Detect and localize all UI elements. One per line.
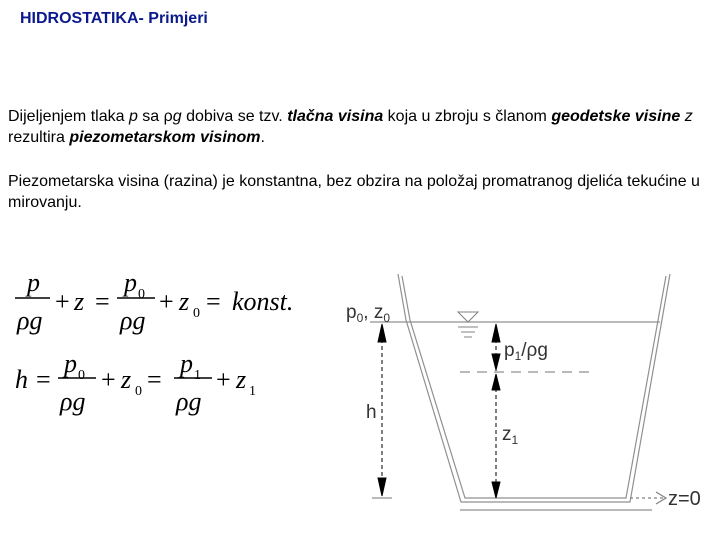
hydrostatic-diagram — [330, 262, 720, 540]
slide-title: HIDROSTATIKA- Primjeri — [20, 10, 208, 27]
term-geodetske-visine: geodetske visine — [551, 108, 681, 125]
eq2-h: h — [15, 365, 28, 394]
eq1-plus1: + — [55, 287, 70, 316]
label-p1-rho-g: $p_1/\rho g$ — [504, 340, 548, 363]
p1-arrow-up — [492, 324, 500, 342]
label-z1: $z_1$ — [502, 424, 519, 447]
eq2-z1: z — [236, 365, 247, 394]
text-rho: ρ — [163, 108, 173, 125]
h-arrow-up — [378, 324, 386, 342]
eq2-num1: p — [64, 349, 77, 378]
eq1-num1: p — [27, 268, 40, 297]
equation-2 — [15, 349, 256, 416]
p1-z1-dimension — [492, 324, 500, 498]
text: dobiva se tzv. — [181, 108, 288, 125]
equations — [0, 262, 330, 432]
eq1-z: z — [74, 287, 85, 316]
eq1-equals1: = — [95, 287, 110, 316]
paragraph-piezometarska-visina: Piezometarska visina (razina) je konstantna, bez obzira na položaj promatranog djelića tekućine u mirovanju. — [8, 173, 700, 211]
label-p0-z0: $p_0$, $z_0$ — [346, 302, 391, 325]
label-z-zero: z=0 — [668, 488, 701, 510]
eq2-z0: z — [121, 365, 132, 394]
water-level-symbol — [458, 312, 478, 337]
container-outer-wall — [398, 274, 670, 502]
text: sa — [137, 108, 164, 125]
level-triangle — [458, 312, 478, 322]
eq2-plus2: + — [216, 365, 231, 394]
z1-arrow-down — [492, 482, 500, 498]
eq2-equals2: = — [147, 365, 162, 394]
text-z: z — [684, 108, 693, 125]
text: koja u zbroju s članom — [383, 108, 552, 125]
z-zero-arrow — [630, 492, 666, 504]
eq1-z0: z — [179, 287, 190, 316]
container-walls — [398, 274, 670, 510]
eq1-equals2: = — [206, 287, 221, 316]
text: rezultira — [8, 129, 70, 146]
text-g: g — [172, 108, 182, 125]
eq2-den1: ρg — [60, 387, 86, 416]
text: Dijeljenjem tlaka — [8, 108, 129, 125]
eq2-plus1: + — [101, 365, 116, 394]
eq1-plus2: + — [159, 287, 174, 316]
term-piezometarska-visina: piezometarskom visinom — [69, 129, 261, 146]
eq2-equals1: = — [36, 365, 51, 394]
equation-1 — [15, 268, 293, 335]
eq1-den1: ρg — [17, 306, 43, 335]
paragraph-tlacna-visina — [8, 106, 714, 148]
diagram-labels — [346, 302, 701, 510]
label-h: h — [366, 402, 377, 423]
eq1-den2: ρg — [120, 306, 146, 335]
eq2-num2: p — [180, 349, 193, 378]
eq2-z1-sub: 1 — [249, 384, 256, 399]
text: . — [260, 129, 265, 146]
container-inner-wall — [402, 276, 666, 498]
eq2-z0-sub: 0 — [135, 384, 142, 399]
text-p: p — [128, 108, 138, 125]
eq1-num2: p — [124, 268, 137, 297]
term-tlacna-visina: tlačna visina — [287, 108, 384, 125]
eq2-num1-sub: 0 — [78, 368, 85, 383]
eq1-num2-sub: 0 — [138, 287, 145, 302]
eq1-z0-sub: 0 — [193, 306, 200, 321]
z1-arrow-up — [492, 374, 500, 390]
h-arrow-down — [378, 478, 386, 496]
eq1-rhs: konst. — [232, 287, 294, 316]
p1-arrow-down — [492, 354, 500, 370]
eq2-num2-sub: 1 — [194, 368, 201, 383]
eq2-den2: ρg — [176, 387, 202, 416]
